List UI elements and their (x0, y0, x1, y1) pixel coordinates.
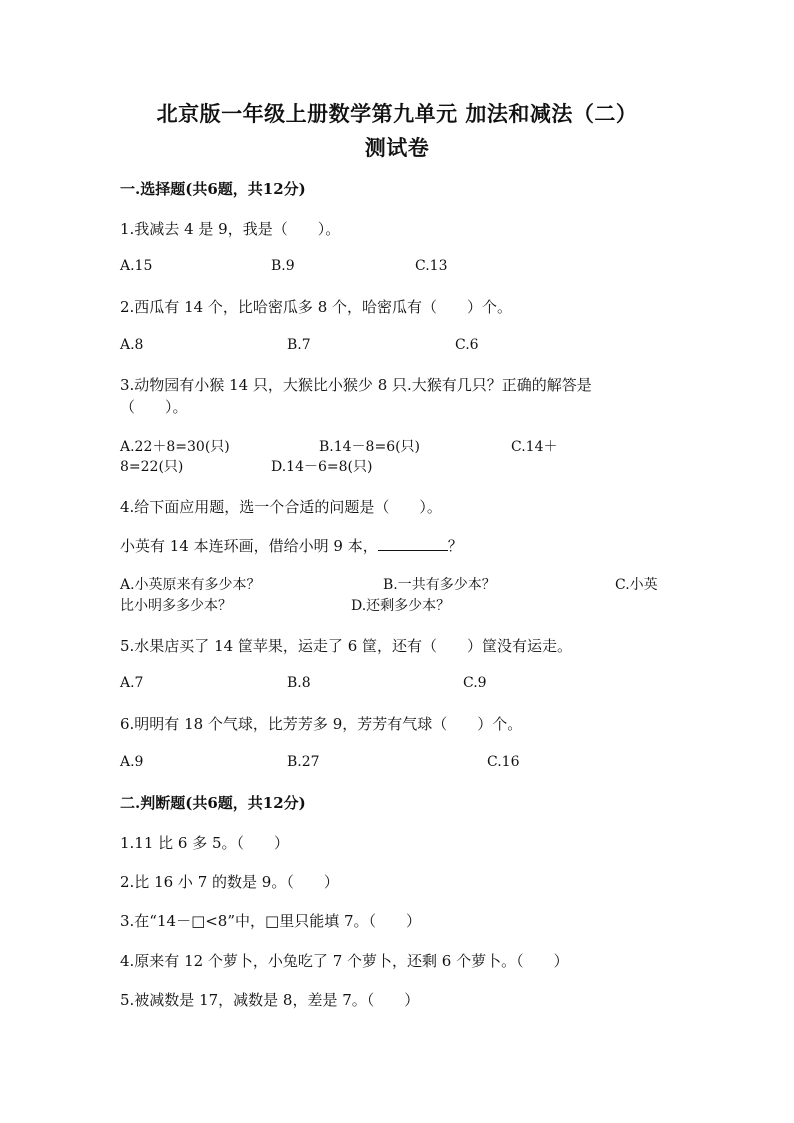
judgement-4: 4.原来有 12 个萝卜，小兔吃了 7 个萝卜，还剩 6 个萝卜。（ ） (120, 952, 569, 970)
question-3-line1: 3.动物园有小猴 14 只，大猴比小猴少 8 只.大猴有几只？正确的解答是 (120, 376, 592, 394)
option-4c: C.小英 (615, 577, 658, 593)
option-1b: B.9 (271, 258, 295, 274)
question-5: 5.水果店买了 14 筐苹果，运走了 6 筐，还有（ ）筐没有运走。 (120, 637, 573, 655)
question-4-problem-end: ？ (447, 537, 463, 555)
option-3c: C.14＋ (511, 439, 558, 455)
judgement-3: 3.在“14－□<8”中，□里只能填 7。（ ） (120, 912, 422, 930)
question-6: 6.明明有 18 个气球，比芳芳多 9，芳芳有气球（ ）个。 (120, 715, 523, 733)
section-heading-judgement: 二.判断题(共6题，共12分) (120, 794, 306, 812)
option-3a: A.22＋8=30(只) (120, 439, 230, 455)
option-6c: C.16 (487, 754, 520, 770)
option-6a: A.9 (120, 754, 144, 770)
option-4a: A.小英原来有多少本？ (120, 577, 261, 593)
judgement-5: 5.被减数是 17，减数是 8，差是 7。（ ） (120, 991, 420, 1009)
option-1a: A.15 (120, 258, 153, 274)
question-4-problem-text: 小英有 14 本连环画，借给小明 9 本， (120, 537, 378, 555)
section-heading-choice: 一.选择题(共6题，共12分) (120, 180, 306, 198)
option-4c-cont: 比小明多多少本？ (120, 598, 232, 614)
option-6b: B.27 (287, 754, 320, 770)
question-2: 2.西瓜有 14 个，比哈密瓜多 8 个，哈密瓜有（ ）个。 (120, 298, 513, 316)
option-2a: A.8 (120, 337, 144, 353)
answer-blank (378, 536, 448, 551)
page-subtitle: 测试卷 (364, 135, 430, 160)
question-4: 4.给下面应用题，选一个合适的问题是（ ）。 (120, 498, 442, 516)
judgement-2: 2.比 16 小 7 的数是 9。（ ） (120, 873, 339, 891)
option-1c: C.13 (415, 258, 448, 274)
option-5b: B.8 (287, 675, 311, 691)
question-3-line2: （ ）。 (120, 398, 188, 416)
question-4-problem (120, 535, 463, 556)
option-2c: C.6 (455, 337, 479, 353)
option-3b: B.14－8=6(只) (319, 439, 421, 455)
option-2b: B.7 (287, 337, 311, 353)
option-5c: C.9 (463, 675, 487, 691)
option-4d: D.还剩多少本？ (351, 598, 451, 614)
option-3c-cont: 8=22(只) (120, 459, 184, 475)
question-1: 1.我减去 4 是 9，我是（ ）。 (120, 220, 341, 238)
option-3d: D.14－6=8(只) (271, 459, 373, 475)
option-5a: A.7 (120, 675, 144, 691)
judgement-1: 1.11 比 6 多 5。（ ） (120, 834, 290, 852)
option-4b: B.一共有多少本？ (383, 577, 496, 593)
page-title: 北京版一年级上册数学第九单元 加法和减法（二） (156, 101, 638, 126)
